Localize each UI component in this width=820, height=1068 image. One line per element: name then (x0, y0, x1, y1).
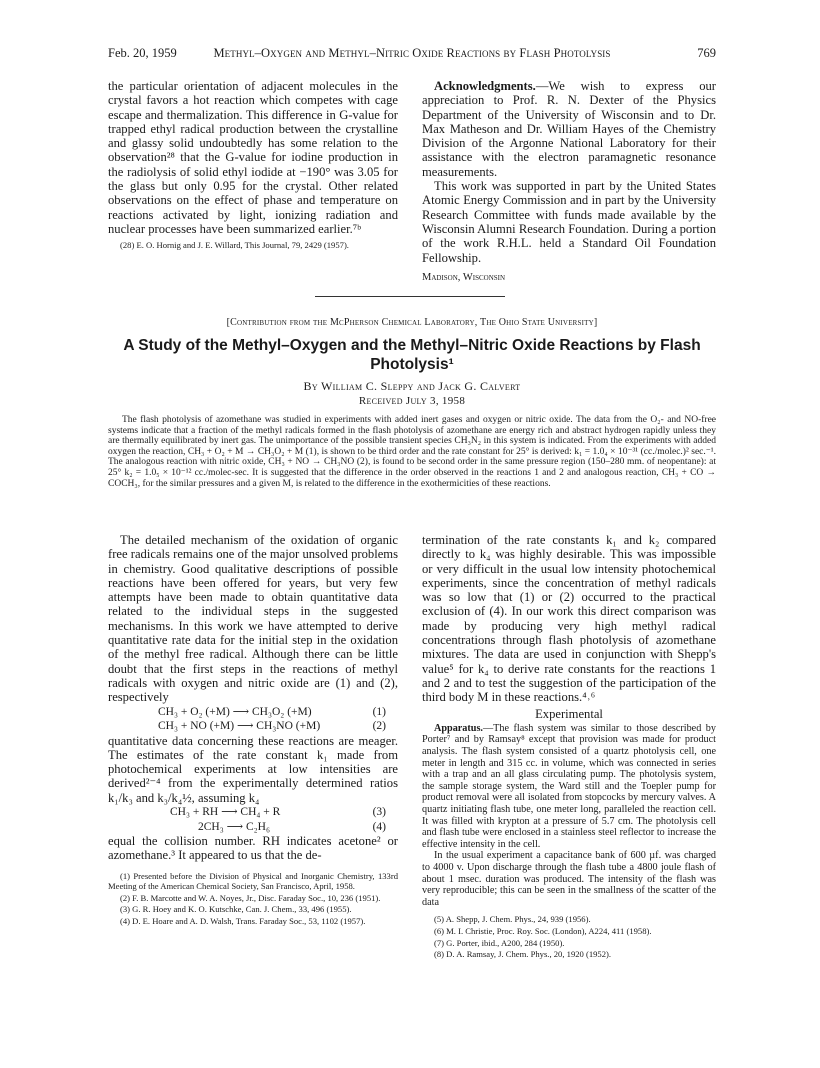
equation-2-formula: CH₃ + NO (+M) ⟶ CH₃NO (+M) (158, 720, 321, 733)
body-right-column (422, 533, 716, 961)
previous-article-left-column (108, 79, 398, 252)
equation-4 (108, 820, 398, 835)
equation-3-formula: CH₃ + RH ⟶ CH₄ + R (170, 806, 281, 819)
footnote-7: (7) G. Porter, ibid., A200, 284 (1950). (434, 937, 565, 948)
equation-3 (108, 805, 398, 820)
section-heading-experimental: Experimental (535, 706, 603, 721)
support-paragraph: This work was supported in part by the United States Atomic Energy Commission and in part by the University Research Committee with funds made available by the Wisconsin Alumni Research Foundation. During a portion of the work R.H.L. held a Standard Oil Foundation Fellowship. (422, 179, 716, 265)
right-footnotes (422, 914, 716, 959)
acknowledgments-paragraph (422, 79, 716, 179)
article-byline: By William C. Sleppy and Jack G. Calvert (303, 379, 521, 393)
running-head (108, 46, 716, 62)
experimental-text (422, 723, 716, 909)
footnote-4: (4) D. E. Hoare and A. D. Walsh, Trans. Faraday Soc., 53, 1102 (1957). (120, 916, 366, 927)
previous-article-paragraph: the particular orientation of adjacent molecules in the crystal favors a hot reaction which competes with cage escape and thermalization. This difference in G-value for trapped ethyl radical production between the crystalline and glassy solid undoubtedly has some relation to the observation²⁸ that the G-value for iodine production in the radiolysis of solid ethyl iodide at −190° was 3.05 for the glass but only 0.95 for the crystal. Other related observations on the effect of phase and temperature on reactions activated by light, ionizing radiation and nuclear processes have been summarized earlier.⁷ᵇ (108, 79, 398, 236)
footnote-1: (1) Presented before the Division of Physical and Inorganic Chemistry, 133rd Meeting of the American Chemical Society, San Francisco, April, 1958. (108, 870, 398, 892)
abstract (108, 415, 716, 489)
page-number: 769 (697, 46, 716, 60)
previous-article-footnote (108, 240, 398, 251)
footnote-5: (5) A. Shepp, J. Chem. Phys., 24, 939 (1956). (434, 914, 591, 925)
received-date: Received July 3, 1958 (358, 395, 466, 407)
apparatus-heading: Apparatus. (434, 722, 483, 734)
flash-conditions-paragraph: In the usual experiment a capacitance bank of 600 µf. was charged to 4000 v. Upon discharge through the flash tube a 4800 joule flash of about 1 msec. duration was produced. The intensity of the flash was very reproducible; this can be seen in the smallness of the scatter of the data (422, 850, 716, 908)
previous-article-right-column (422, 79, 716, 285)
footnote-3: (3) G. R. Hoey and K. O. Kutschke, Can. J. Chem., 33, 496 (1955). (120, 904, 352, 915)
collision-paragraph: equal the collision number. RH indicates acetone² or azomethane.³ It appeared to us that the de- (108, 834, 398, 863)
equation-1 (108, 705, 398, 720)
equation-4-number: (4) (372, 820, 386, 833)
left-footnotes (108, 871, 398, 927)
abstract-text: The flash photolysis of azomethane was studied in experiments with added inert gases and oxygen or nitric oxide. The data from the O₂- and NO-free systems indicate that a fraction of the methyl radicals formed in the flash photolysis of azomethane are energy rich and abstract hydrogen rapidly unless they are thermally equilibrated by inert gas. The unimportance of the possible transient species CH₃N₂ in this system is indicated. From the experiments with added oxygen the reaction, CH₃ + O₂ + M → CH₃O₂ + M (1), is shown to be third order and the rate constant for 25° is derived: k₁ = 1.0₄ × 10⁻³¹ (cc./molec.)² sec.⁻¹. The analogous reaction with nitric oxide, CH₃ + NO → CH₃NO (2), is found to be second order in the same pressure region (150–280 mm. of neopentane): at 25° k₂ = 1.0₅ × 10⁻¹² cc./molec-sec. It is suggested that the difference in the order observed in the reactions 1 and 2 and analogous reaction, CH₃ + CO → COCH₃, for the similar pressures and a given M, is related to the difference in the exothermicities of these reactions. (108, 415, 716, 489)
issue-date: Feb. 20, 1959 (108, 46, 177, 60)
running-title: Methyl–Oxygen and Methyl–Nitric Oxide Reactions by Flash Photolysis (213, 46, 611, 60)
author-location: Madison, Wisconsin (422, 271, 506, 283)
rate-constant-paragraph: quantitative data concerning these reactions are meager. The estimates of the rate constant k₁ made from photochemical experiments at low intensities are derived²⁻⁴ from the experimentally determined ratios k₁/k₃ and k₃/k₄½, assuming k₄ (108, 733, 398, 805)
apparatus-paragraph (422, 723, 716, 851)
equation-1-formula: CH₃ + O₂ (+M) ⟶ CH₃O₂ (+M) (158, 705, 312, 718)
footnote-8: (8) D. A. Ramsay, J. Chem. Phys., 20, 1920 (1952). (434, 949, 612, 960)
footnote-2: (2) F. B. Marcotte and W. A. Noyes, Jr., Disc. Faraday Soc., 10, 236 (1951). (120, 892, 381, 903)
intro-paragraph: The detailed mechanism of the oxidation of organic free radicals remains one of the major unsolved problems in chemistry. Good qualitative descriptions of possible reactions have been offered for years, but very few attempts have been made to obtain quantitative data related to the individual steps in the suggested mechanisms. In this work we have attempted to derive quantitative rate data for the initial step in the oxidation of the methyl free radical. Although there can be little doubt that the first steps in the reactions of methyl radicals with oxygen and nitric oxide are (1) and (2), respectively (108, 533, 398, 705)
equation-4-formula: 2CH₃ ⟶ C₂H₆ (198, 820, 270, 833)
continuation-paragraph: termination of the rate constants k₁ and k₂ compared directly to k₄ was highly desirable. This was impossible or very difficult in the usual low intensity photochemical experiments, since the concentration of methyl radicals was so low that (1) or (2) occurred to the practical exclusion of (4). In our work this direct comparison was made by producing very high methyl radical concentrations through flash photolysis of azomethane mixtures. The data are used in conjunction with Shepp's value⁵ for k₄ to derive rate constants for the reactions 1 and 2 and to test the suggestion of the participation of the third body M in these reactions.⁴˒⁶ (422, 533, 716, 705)
equation-1-number: (1) (372, 705, 386, 718)
apparatus-text: —The flash system was similar to those described by Porter⁷ and by Ramsay⁸ except that provision was made for product analysis. The flash system consisted of a quartz photolysis cell, one meter in length and 315 cc. in volume, which was connected in series with a trap and an all glass circulating pump. The photolysis system, the sample storage system, the Ward still and the Toepler pump for product removal were all isolated from stopcocks by mercury valves. A quartz initiating flash tube, one meter long, paralleled the reaction cell. It was filled with krypton at a pressure of 5.7 cm. The photolysis cell and flash tube were enclosed in a stainless steel reflector to increase the effective intensity in the cell. (422, 722, 716, 850)
body-left-column (108, 533, 398, 928)
footnote-28: (28) E. O. Hornig and J. E. Willard, This Journal, 79, 2429 (1957). (120, 240, 349, 251)
acknowledgments-text: —We wish to express our appreciation to Prof. R. N. Dexter of the Physics Department of the University of Wisconsin and to Dr. Max Matheson and Dr. William Hayes of the Chemistry Division of the Argonne National Laboratory for their assistance with the electron paramagnetic resonance measurements. (422, 79, 716, 179)
equation-3-number: (3) (372, 806, 386, 819)
article-title: A Study of the Methyl–Oxygen and the Methyl–Nitric Oxide Reactions by Flash Photolysis¹ (123, 337, 701, 373)
footnote-6: (6) M. I. Christie, Proc. Roy. Soc. (London), A224, 411 (1958). (434, 925, 652, 936)
acknowledgments-heading: Acknowledgments. (434, 79, 536, 93)
equation-2-number: (2) (372, 720, 386, 733)
article-divider (315, 296, 505, 297)
equation-2 (108, 719, 398, 734)
contribution-line: [Contribution from the McPherson Chemical Laboratory, The Ohio State University] (226, 317, 598, 328)
